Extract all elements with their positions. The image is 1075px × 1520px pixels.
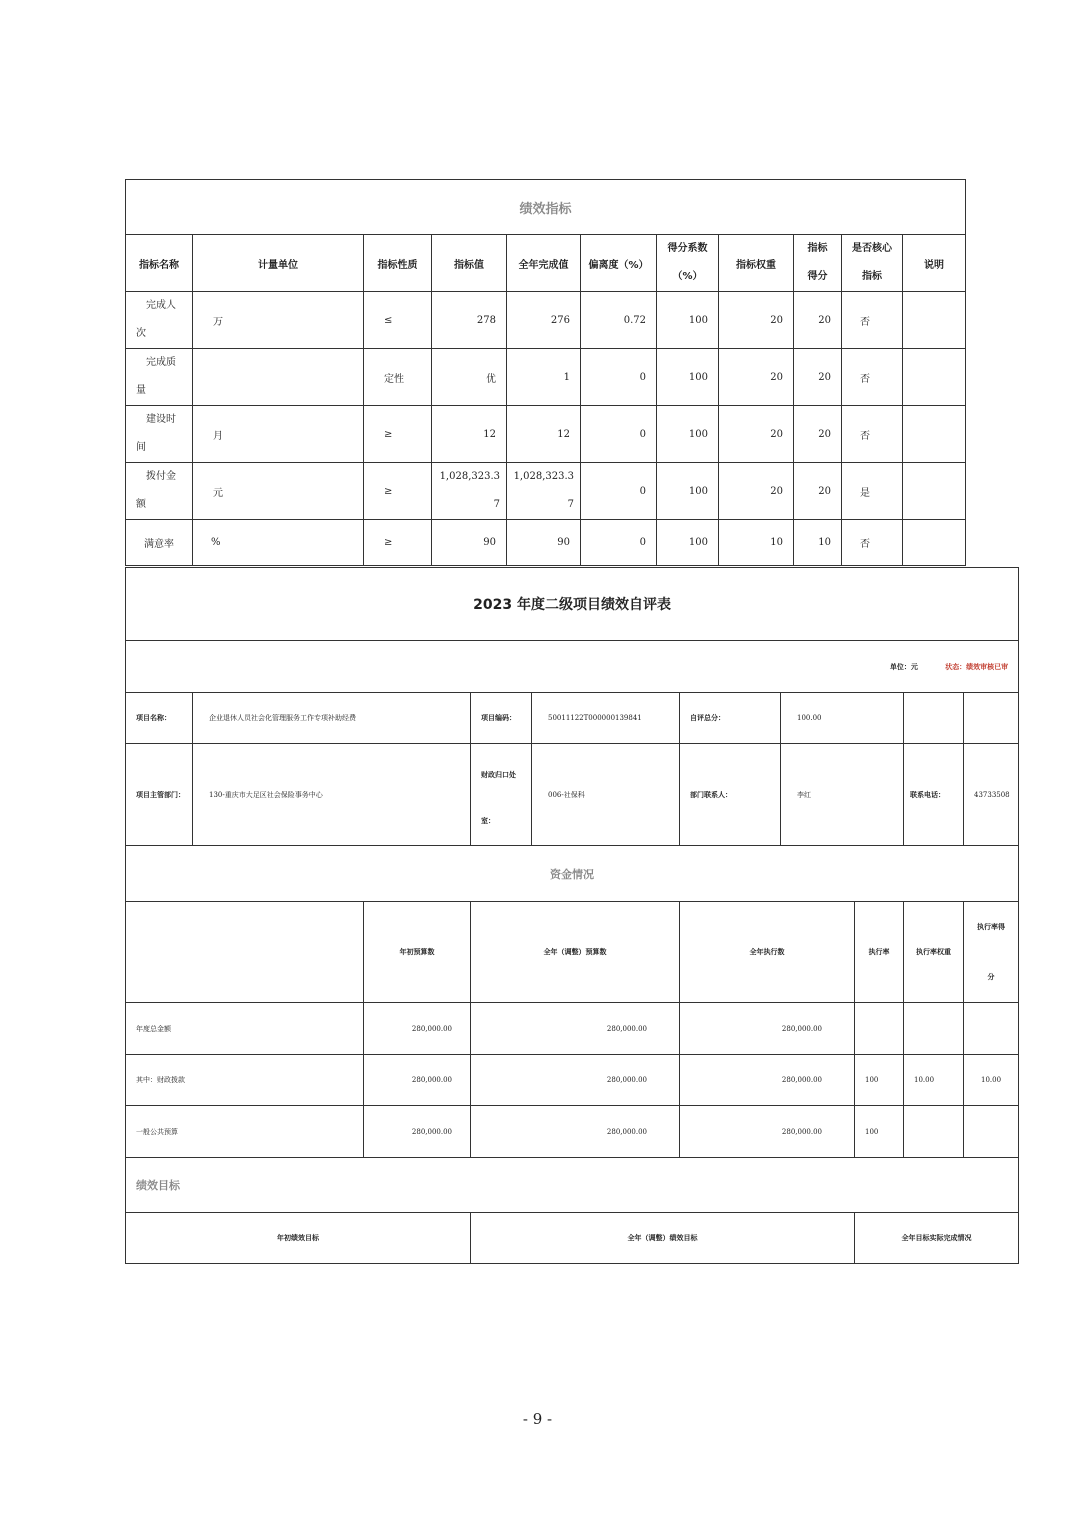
- status-badge: 状态：绩效审核已审: [945, 663, 1009, 671]
- row-nature: 定性: [364, 349, 432, 406]
- goals-header-row: [126, 1213, 1019, 1264]
- header-nature: 指标性质: [364, 235, 432, 292]
- row-deviation: 0.72: [581, 292, 657, 349]
- empty-cell: [964, 693, 1019, 744]
- row-note: [903, 292, 966, 349]
- header-executed: 全年执行数: [680, 902, 855, 1003]
- fund-initial: 280,000.00: [364, 1055, 471, 1106]
- header-actual: 全年完成值: [507, 235, 581, 292]
- header-name: 指标名称: [126, 235, 193, 292]
- perf-indicators-header-row: [126, 235, 966, 292]
- row-core: 否: [842, 292, 903, 349]
- row-actual: 1: [507, 349, 581, 406]
- phone-label: 联系电话：: [904, 744, 964, 846]
- fund-label: 一般公共预算: [126, 1106, 364, 1158]
- row-actual: 90: [507, 520, 581, 566]
- funds-header-row: [126, 902, 1019, 1003]
- fund-rate: 100: [855, 1106, 904, 1158]
- self-evaluation-table: [125, 567, 1019, 1264]
- fund-score: [964, 1003, 1019, 1055]
- finance-office: 006-社保科: [532, 744, 680, 846]
- fund-rate: [855, 1003, 904, 1055]
- finance-office-label: 财政归口处 室：: [471, 744, 532, 846]
- table-row: [126, 406, 966, 463]
- fund-rate-weight: 10.00: [904, 1055, 964, 1106]
- fund-initial: 280,000.00: [364, 1003, 471, 1055]
- row-weight: 20: [719, 406, 794, 463]
- perf-indicators-title: 绩效指标: [126, 180, 966, 235]
- row-core: 否: [842, 349, 903, 406]
- table-row: [126, 1055, 1019, 1106]
- row-weight: 20: [719, 463, 794, 520]
- row-actual: 1,028,323.3 7: [507, 463, 581, 520]
- row-score: 20: [794, 292, 842, 349]
- row-unit: 元: [193, 463, 364, 520]
- row-deviation: 0: [581, 349, 657, 406]
- row-name: 建设时 间: [126, 406, 193, 463]
- fund-initial: 280,000.00: [364, 1106, 471, 1158]
- row-nature: ≤: [364, 292, 432, 349]
- row-value: 90: [432, 520, 507, 566]
- row-nature: ≥: [364, 520, 432, 566]
- row-deviation: 0: [581, 463, 657, 520]
- header-coef: 得分系数 （%）: [657, 235, 719, 292]
- contact: 李红: [781, 744, 904, 846]
- header-actual-completion: 全年目标实际完成情况: [855, 1213, 1019, 1264]
- row-value: 278: [432, 292, 507, 349]
- row-value: 1,028,323.3 7: [432, 463, 507, 520]
- row-coef: 100: [657, 463, 719, 520]
- row-actual: 12: [507, 406, 581, 463]
- unit-status-line: [126, 641, 1019, 693]
- phone: 43733508: [964, 744, 1019, 846]
- table-row: [126, 1003, 1019, 1055]
- fund-executed: 280,000.00: [680, 1106, 855, 1158]
- row-actual: 276: [507, 292, 581, 349]
- fund-adjusted: 280,000.00: [471, 1055, 680, 1106]
- header-score: 指标 得分: [794, 235, 842, 292]
- table-row: [126, 292, 966, 349]
- row-name: 满意率: [126, 520, 193, 566]
- fund-executed: 280,000.00: [680, 1055, 855, 1106]
- row-name: 拨付金 额: [126, 463, 193, 520]
- row-name: 完成人 次: [126, 292, 193, 349]
- fund-adjusted: 280,000.00: [471, 1003, 680, 1055]
- header-rate: 执行率: [855, 902, 904, 1003]
- row-weight: 20: [719, 349, 794, 406]
- empty-cell: [904, 693, 964, 744]
- row-note: [903, 349, 966, 406]
- row-unit: %: [193, 520, 364, 566]
- table-row: [126, 463, 966, 520]
- row-unit: [193, 349, 364, 406]
- header-rate-weight: 执行率权重: [904, 902, 964, 1003]
- row-note: [903, 520, 966, 566]
- row-nature: ≥: [364, 463, 432, 520]
- table-row: [126, 1106, 1019, 1158]
- goals-title: 绩效目标: [126, 1158, 1019, 1213]
- row-weight: 10: [719, 520, 794, 566]
- project-code: 50011122T000000139841: [532, 693, 680, 744]
- empty-cell: [126, 902, 364, 1003]
- row-nature: ≥: [364, 406, 432, 463]
- row-value: 优: [432, 349, 507, 406]
- total-score-label: 自评总分：: [680, 693, 781, 744]
- header-weight: 指标权重: [719, 235, 794, 292]
- header-initial-budget: 年初预算数: [364, 902, 471, 1003]
- project-code-label: 项目编码：: [471, 693, 532, 744]
- funds-title: 资金情况: [126, 846, 1019, 902]
- header-adjusted-budget: 全年（调整）预算数: [471, 902, 680, 1003]
- row-core: 否: [842, 406, 903, 463]
- contact-label: 部门联系人：: [680, 744, 781, 846]
- row-weight: 20: [719, 292, 794, 349]
- performance-indicator-table: [125, 179, 966, 566]
- fund-executed: 280,000.00: [680, 1003, 855, 1055]
- row-coef: 100: [657, 349, 719, 406]
- fund-rate: 100: [855, 1055, 904, 1106]
- table-row: [126, 349, 966, 406]
- fund-rate-weight: [904, 1106, 964, 1158]
- project-name-label: 项目名称：: [126, 693, 193, 744]
- row-core: 是: [842, 463, 903, 520]
- row-value: 12: [432, 406, 507, 463]
- row-note: [903, 406, 966, 463]
- fund-score: 10.00: [964, 1055, 1019, 1106]
- header-rate-score: 执行率得 分: [964, 902, 1019, 1003]
- row-score: 10: [794, 520, 842, 566]
- fund-label: 年度总金额: [126, 1003, 364, 1055]
- row-deviation: 0: [581, 520, 657, 566]
- page-number: - 9 -: [522, 1410, 553, 1428]
- row-deviation: 0: [581, 406, 657, 463]
- row-score: 20: [794, 463, 842, 520]
- row-unit: 月: [193, 406, 364, 463]
- table-row: [126, 520, 966, 566]
- header-value: 指标值: [432, 235, 507, 292]
- fund-adjusted: 280,000.00: [471, 1106, 680, 1158]
- dept: 130-重庆市大足区社会保险事务中心: [193, 744, 471, 846]
- header-unit: 计量单位: [193, 235, 364, 292]
- row-note: [903, 463, 966, 520]
- fund-label: 其中：财政拨款: [126, 1055, 364, 1106]
- header-initial-goal: 年初绩效目标: [126, 1213, 471, 1264]
- row-coef: 100: [657, 520, 719, 566]
- row-coef: 100: [657, 292, 719, 349]
- row-core: 否: [842, 520, 903, 566]
- row-unit: 万: [193, 292, 364, 349]
- header-core: 是否核心 指标: [842, 235, 903, 292]
- header-note: 说明: [903, 235, 966, 292]
- unit-label: 单位：元: [889, 663, 918, 671]
- total-score: 100.00: [781, 693, 904, 744]
- page-title: 2023 年度二级项目绩效自评表: [126, 568, 1019, 641]
- row-score: 20: [794, 349, 842, 406]
- row-name: 完成质 量: [126, 349, 193, 406]
- fund-rate-weight: [904, 1003, 964, 1055]
- header-adjusted-goal: 全年（调整）绩效目标: [471, 1213, 855, 1264]
- header-deviation: 偏离度（%）: [581, 235, 657, 292]
- project-name: 企业退休人员社会化管理服务工作专项补助经费: [193, 693, 471, 744]
- row-coef: 100: [657, 406, 719, 463]
- row-score: 20: [794, 406, 842, 463]
- dept-label: 项目主管部门：: [126, 744, 193, 846]
- fund-score: [964, 1106, 1019, 1158]
